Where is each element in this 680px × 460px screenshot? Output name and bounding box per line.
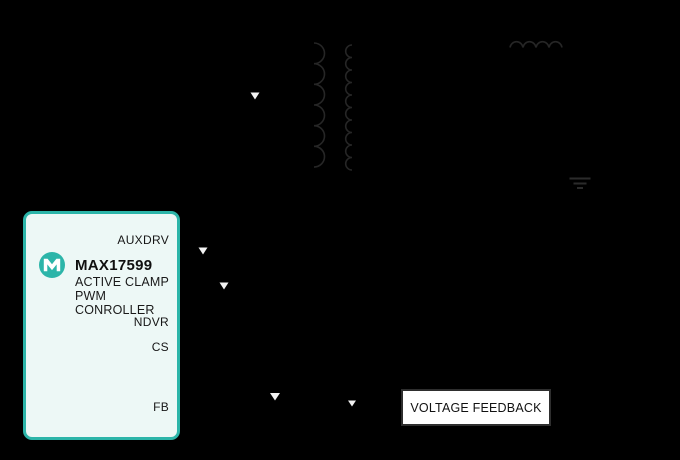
down-arrow-icon <box>251 93 260 100</box>
ic-part-number: MAX17599 <box>75 257 153 274</box>
pin-label-ndvr: NDVR <box>133 315 169 329</box>
ic-subtitle-line1: ACTIVE CLAMP <box>75 275 170 289</box>
ic-subtitle-line2: PWM CONROLLER <box>75 289 155 317</box>
voltage-feedback-label: VOLTAGE FEEDBACK <box>410 400 542 415</box>
transformer-secondary-coil-icon <box>346 45 352 170</box>
down-arrow-icon <box>348 401 356 407</box>
earth-ground-icon <box>570 179 591 189</box>
down-arrow-icon <box>270 393 280 401</box>
maxim-logo-icon <box>39 252 65 278</box>
pin-label-fb: FB <box>153 400 169 414</box>
down-arrow-icon <box>220 283 229 290</box>
output-inductor-coil-icon <box>510 42 562 48</box>
ic-block-max17599[interactable] <box>23 211 180 440</box>
pin-label-cs: CS <box>151 340 169 354</box>
ic-title-block <box>75 256 177 317</box>
voltage-feedback-box <box>401 389 551 426</box>
transformer-primary-coil-icon <box>314 43 325 167</box>
pin-label-auxdrv: AUXDRV <box>117 233 169 247</box>
down-arrow-icon <box>199 248 208 255</box>
